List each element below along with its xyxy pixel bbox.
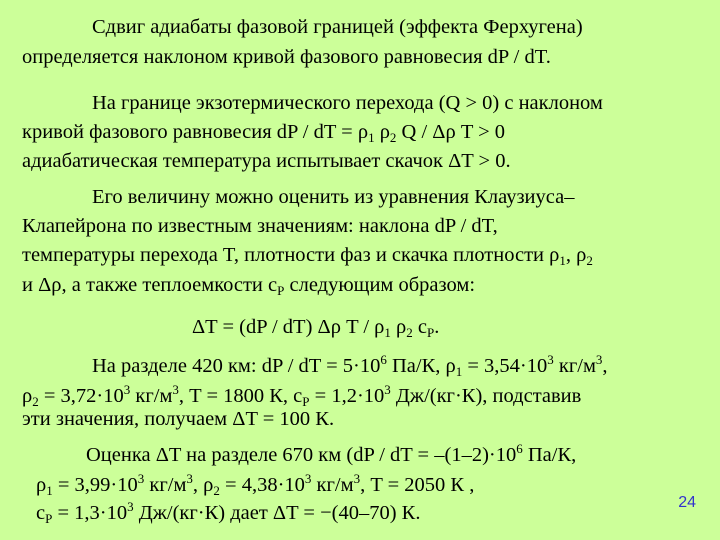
text-line: $\rho 1 = 3,99\cdot 10^3$ $кг/м^3$, $\rho 2 = 4,38\cdot 10^3$ $кг/м^3$, T = 2050 К , — [36, 471, 475, 498]
text-line: $\rho 2 = 3,72\cdot 10^3$ $кг/м^3$, T = 1800 К, cP = $1,2\cdot 10^3$ Дж/(кг·К), подставив — [22, 382, 582, 409]
formula-line: ΔT = (dP / dT) Δρ T / ρ1 ρ2 cP. — [192, 316, 440, 340]
page-number: 24 — [678, 494, 696, 511]
text-line: определяется наклоном кривой фазового равновесия dP / dT. — [22, 46, 551, 68]
text-line: На разделе 420 км: dP / dT = $5\cdot 10^6$ Па/К, $\rho 1 = 3,54\cdot 10^3$ $кг/м^3$, — [92, 352, 608, 379]
text-line: температуры перехода T, плотности фаз и скачка плотности ρ1, ρ2 — [22, 244, 593, 268]
text-line: Сдвиг адиабаты фазовой границей (эффекта Ферхугена) — [92, 16, 583, 38]
text-line: адиабатическая температура испытывает скачок ΔT > 0. — [22, 150, 511, 172]
text-line: эти значения, получаем ΔT = 100 К. — [22, 408, 335, 430]
text-line: Оценка ΔT на разделе 670 км (dP / dT = $-(1-2)\cdot 10^6$ Па/К, — [86, 441, 577, 466]
text-line: Клапейрона по известным значениям: наклона dP / dT, — [22, 215, 498, 237]
text-line: кривой фазового равновесия dP / dT = ρ1 ρ2 Q / Δρ T > 0 — [22, 121, 506, 145]
text-line: и Δρ, а также теплоемкости cP следующим образом: — [22, 274, 476, 298]
text-line: На границе экзотермического перехода (Q > 0) с наклоном — [92, 92, 603, 114]
text-line: Его величину можно оценить из уравнения Клаузиуса– — [92, 186, 575, 208]
text-line: cP = $1,3\cdot 10^3$ Дж/(кг·К) дает ΔT = −(40–70) К. — [36, 499, 421, 526]
